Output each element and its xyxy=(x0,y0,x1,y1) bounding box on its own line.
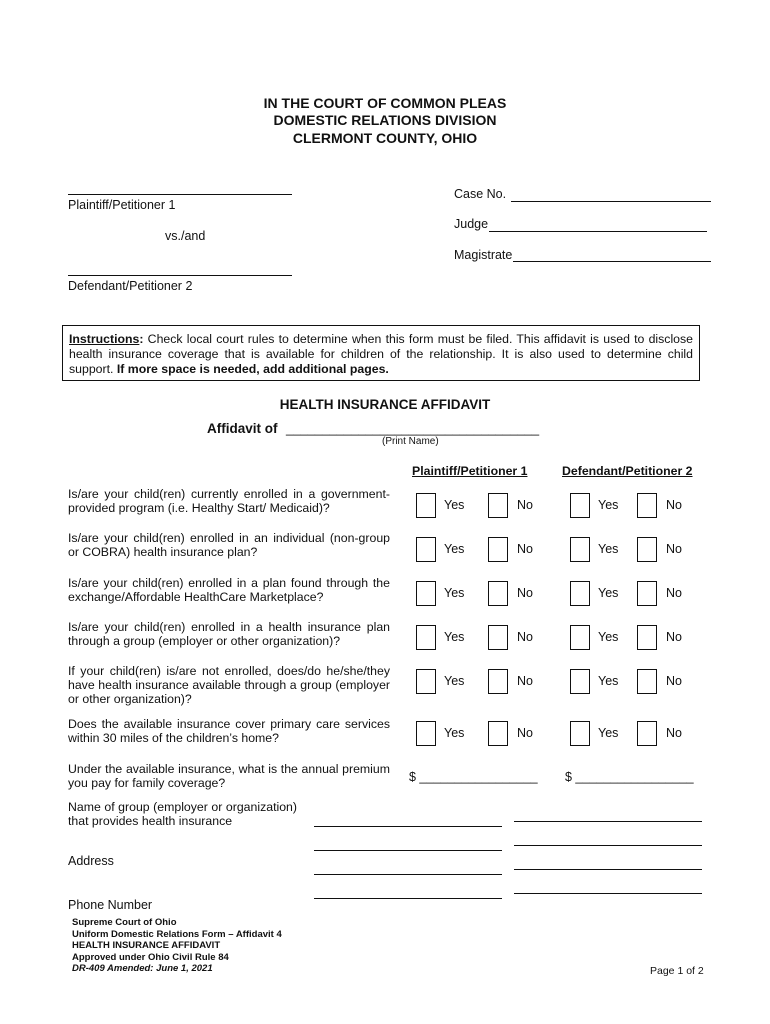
question-4-petitioner-1-yes-label: Yes xyxy=(444,630,465,644)
question-4-petitioner-2-no-checkbox[interactable] xyxy=(637,625,657,650)
footer-line-4: Approved under Ohio Civil Rule 84 xyxy=(72,951,229,963)
question-6-petitioner-2-no-checkbox[interactable] xyxy=(637,721,657,746)
question-3-petitioner-1-yes-label: Yes xyxy=(444,586,465,600)
premium-petitioner-1-field[interactable]: $ _________________ xyxy=(409,770,538,784)
question-4-petitioner-2-yes-label: Yes xyxy=(598,630,619,644)
question-4-text: Is/are your child(ren) enrolled in a health insurance plan through a group (employer or other organization)? xyxy=(68,620,390,648)
address-line-1-petitioner-1-field[interactable] xyxy=(314,850,502,851)
question-5-text: If your child(ren) is/are not enrolled, does/do he/she/they have health insurance available through a group (employer or other organization)? xyxy=(68,664,390,706)
instructions-label: Instructions xyxy=(69,332,140,346)
footer-line-1: Supreme Court of Ohio xyxy=(72,917,177,928)
address-label: Address xyxy=(68,854,114,868)
question-3-text: Is/are your child(ren) enrolled in a plan found through the exchange/Affordable HealthCare Marketplace? xyxy=(68,576,390,604)
defendant-name-line[interactable] xyxy=(68,275,292,276)
footer-line-3: HEALTH INSURANCE AFFIDAVIT xyxy=(72,940,221,951)
question-6-petitioner-1-no-label: No xyxy=(517,726,533,740)
question-1-petitioner-2-yes-label: Yes xyxy=(598,498,619,512)
address-line-1-petitioner-2-field[interactable] xyxy=(514,845,702,846)
instructions-box xyxy=(62,325,700,381)
question-2-petitioner-2-yes-label: Yes xyxy=(598,542,619,556)
question-1-petitioner-1-yes-checkbox[interactable] xyxy=(416,493,436,518)
question-3-petitioner-2-no-label: No xyxy=(666,586,682,600)
question-5-petitioner-2-yes-checkbox[interactable] xyxy=(570,669,590,694)
plaintiff-label: Plaintiff/Petitioner 1 xyxy=(68,198,176,212)
instructions-colon: : xyxy=(139,332,144,346)
form-title: HEALTH INSURANCE AFFIDAVIT xyxy=(279,397,491,412)
question-5-petitioner-2-no-label: No xyxy=(666,674,682,688)
question-1-petitioner-2-yes-checkbox[interactable] xyxy=(570,493,590,518)
case-no-field[interactable] xyxy=(511,201,711,202)
column-header-petitioner-2: Defendant/Petitioner 2 xyxy=(562,464,693,478)
question-5-petitioner-1-no-label: No xyxy=(517,674,533,688)
question-6-petitioner-1-yes-checkbox[interactable] xyxy=(416,721,436,746)
question-2-text: Is/are your child(ren) enrolled in an individual (non-group or COBRA) health insurance plan? xyxy=(68,531,390,559)
question-6-text: Does the available insurance cover primary care services within 30 miles of the children’s home? xyxy=(68,717,390,745)
phone-label: Phone Number xyxy=(68,898,153,912)
question-2-petitioner-2-no-checkbox[interactable] xyxy=(637,537,657,562)
question-5-petitioner-1-no-checkbox[interactable] xyxy=(488,669,508,694)
question-3-petitioner-2-no-checkbox[interactable] xyxy=(637,581,657,606)
vs-label: vs./and xyxy=(165,229,206,243)
footer-block xyxy=(72,917,282,975)
question-5-petitioner-2-yes-label: Yes xyxy=(598,674,619,688)
premium-question: Under the available insurance, what is the annual premium you pay for family coverage? xyxy=(68,762,390,790)
question-2-petitioner-1-yes-label: Yes xyxy=(444,542,465,556)
question-4-petitioner-2-yes-checkbox[interactable] xyxy=(570,625,590,650)
footer-line-5: DR-409 Amended: June 1, 2021 xyxy=(72,963,213,974)
affidavit-of-label: Affidavit of xyxy=(207,421,278,436)
division-title: DOMESTIC RELATIONS DIVISION xyxy=(273,112,497,128)
question-5-petitioner-2-no-checkbox[interactable] xyxy=(637,669,657,694)
question-3-petitioner-2-yes-label: Yes xyxy=(598,586,619,600)
question-2-petitioner-1-no-checkbox[interactable] xyxy=(488,537,508,562)
print-name-hint: (Print Name) xyxy=(382,436,439,447)
question-4-petitioner-1-no-checkbox[interactable] xyxy=(488,625,508,650)
column-header-petitioner-1: Plaintiff/Petitioner 1 xyxy=(412,464,528,478)
question-1-text: Is/are your child(ren) currently enrolled in a government-provided program (i.e. Healthy Start/ Medicaid)? xyxy=(68,487,390,515)
question-2-petitioner-2-no-label: No xyxy=(666,542,682,556)
question-2-petitioner-1-no-label: No xyxy=(517,542,533,556)
magistrate-label: Magistrate xyxy=(454,248,513,262)
question-1-petitioner-2-no-label: No xyxy=(666,498,682,512)
question-4-petitioner-1-no-label: No xyxy=(517,630,533,644)
question-1-petitioner-1-no-checkbox[interactable] xyxy=(488,493,508,518)
question-3-petitioner-1-yes-checkbox[interactable] xyxy=(416,581,436,606)
question-6-petitioner-1-no-checkbox[interactable] xyxy=(488,721,508,746)
question-5-petitioner-1-yes-checkbox[interactable] xyxy=(416,669,436,694)
group-name-petitioner-1-field[interactable] xyxy=(314,826,502,827)
plaintiff-name-line[interactable] xyxy=(68,194,292,195)
address-line-2-petitioner-2-field[interactable] xyxy=(514,869,702,870)
question-5-petitioner-1-yes-label: Yes xyxy=(444,674,465,688)
question-2-petitioner-2-yes-checkbox[interactable] xyxy=(570,537,590,562)
question-6-petitioner-1-yes-label: Yes xyxy=(444,726,465,740)
phone-petitioner-1-field[interactable] xyxy=(314,898,502,899)
question-6-petitioner-2-yes-label: Yes xyxy=(598,726,619,740)
question-1-petitioner-1-no-label: No xyxy=(517,498,533,512)
magistrate-field[interactable] xyxy=(513,261,711,262)
judge-label: Judge xyxy=(454,217,489,231)
group-name-label: Name of group (employer or organization) that provides health insurance xyxy=(68,800,297,828)
question-3-petitioner-1-no-label: No xyxy=(517,586,533,600)
footer-line-2: Uniform Domestic Relations Form – Affidavit 4 xyxy=(72,928,282,940)
question-3-petitioner-1-no-checkbox[interactable] xyxy=(488,581,508,606)
phone-petitioner-2-field[interactable] xyxy=(514,893,702,894)
question-1-petitioner-2-no-checkbox[interactable] xyxy=(637,493,657,518)
question-1-petitioner-1-yes-label: Yes xyxy=(444,498,465,512)
judge-field[interactable] xyxy=(489,231,707,232)
affidavit-of-name-field[interactable]: ___________________________________ xyxy=(286,421,540,436)
page-number: Page 1 of 2 xyxy=(650,965,704,977)
address-line-2-petitioner-1-field[interactable] xyxy=(314,874,502,875)
instructions-body: Check local court rules to determine when this form must be filed. This affidavit is used to disclose health insurance coverage that is available for children of the relationship. It is also used to determine child support. xyxy=(69,332,693,376)
county-title: CLERMONT COUNTY, OHIO xyxy=(292,130,478,146)
case-no-label: Case No. xyxy=(454,187,507,201)
court-title: IN THE COURT OF COMMON PLEAS xyxy=(263,95,507,111)
premium-petitioner-2-field[interactable]: $ _________________ xyxy=(565,770,694,784)
question-4-petitioner-1-yes-checkbox[interactable] xyxy=(416,625,436,650)
instructions-bold-tail: If more space is needed, add additional pages. xyxy=(116,362,389,376)
question-6-petitioner-2-yes-checkbox[interactable] xyxy=(570,721,590,746)
question-2-petitioner-1-yes-checkbox[interactable] xyxy=(416,537,436,562)
question-6-petitioner-2-no-label: No xyxy=(666,726,682,740)
question-3-petitioner-2-yes-checkbox[interactable] xyxy=(570,581,590,606)
group-name-petitioner-2-field[interactable] xyxy=(514,821,702,822)
question-4-petitioner-2-no-label: No xyxy=(666,630,682,644)
defendant-label: Defendant/Petitioner 2 xyxy=(68,279,193,293)
